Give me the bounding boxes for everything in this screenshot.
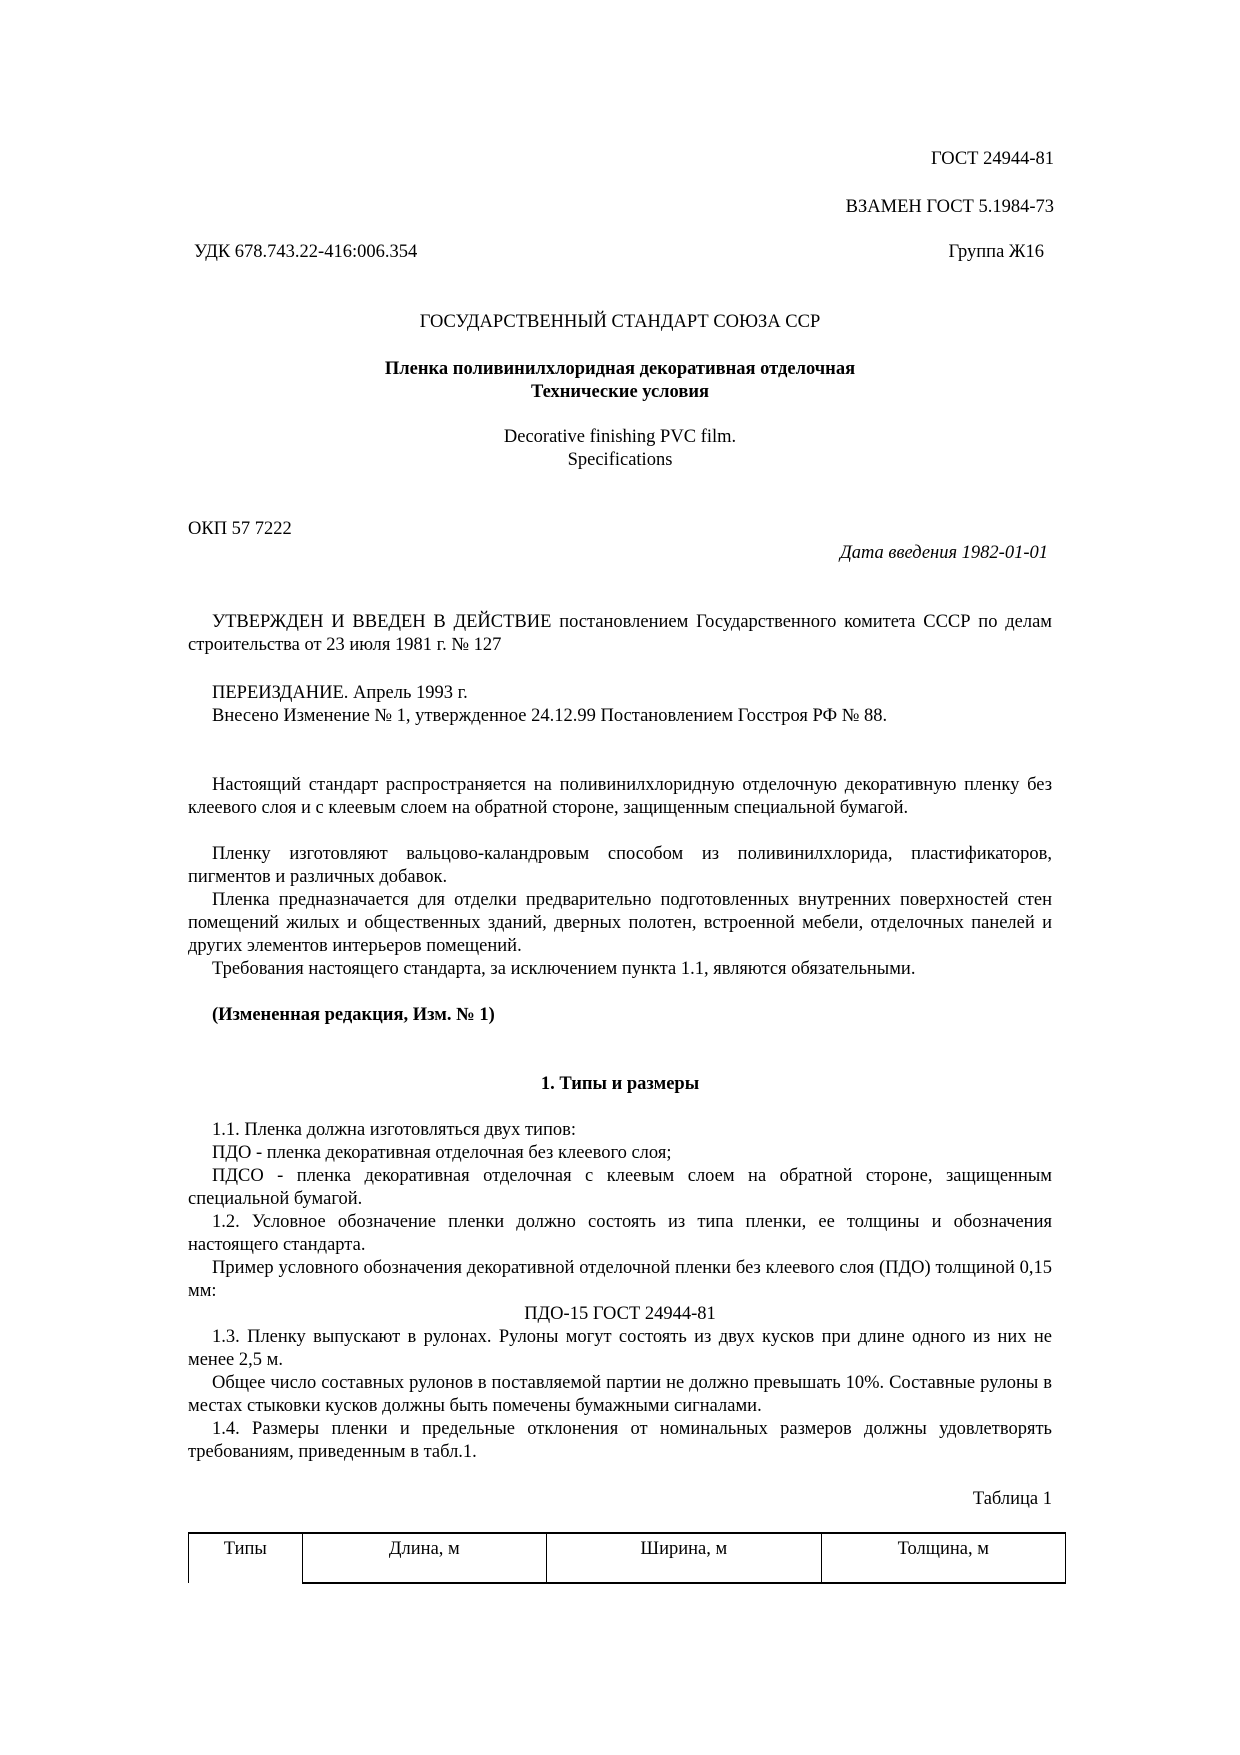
scope-paragraph: Требования настоящего стандарта, за исключением пункта 1.1, являются обязательными. (212, 959, 916, 979)
designation-code: ПДО-15 ГОСТ 24944-81 (524, 1304, 716, 1324)
standard-title: ГОСУДАРСТВЕННЫЙ СТАНДАРТ СОЮЗА ССР (419, 312, 821, 332)
clause-1-2: 1.2. Условное обозначение пленки должно состоять из типа пленки, ее толщины и обозначения настоящего стандарта. (188, 1212, 1052, 1255)
introduction-date: Дата введения 1982-01-01 (839, 543, 1048, 563)
table-header-cell: Длина, м (302, 1533, 546, 1583)
table-header-row (189, 1533, 1066, 1583)
composite-rolls: Общее число составных рулонов в поставляемой партии не должно превышать 10%. Составные рулоны в местах стыковки кусков должны быть помечены бумажными сигналами. (188, 1373, 1052, 1416)
table-header-cell: Толщина, м (821, 1533, 1065, 1583)
type-pdo: ПДО - пленка декоративная отделочная без клеевого слоя; (212, 1143, 672, 1163)
table-header-cell: Ширина, м (547, 1533, 822, 1583)
group-code: Группа Ж16 (948, 242, 1044, 262)
amendment-line: Внесено Изменение № 1, утвержденное 24.12.99 Постановлением Госстроя РФ № 88. (212, 706, 888, 726)
section-heading: 1. Типы и размеры (540, 1074, 700, 1094)
scope-paragraph: Настоящий стандарт распространяется на поливинилхлоридную отделочную декоративную пленку без клеевого слоя и с клеевым слоем на обратной стороне, защищенным специальной бумагой. (188, 775, 1052, 818)
designation-example: Пример условного обозначения декоративной отделочной пленки без клеевого слоя (ПДО) толщиной 0,15 мм: (188, 1258, 1052, 1301)
scope-paragraph: Пленка предназначается для отделки предварительно подготовленных внутренних поверхностей стен помещений жилых и общественных зданий, дверных полотен, встроенной мебели, отделочных панелей и других элементов интерьеров помещений. (188, 890, 1052, 956)
clause-1-4: 1.4. Размеры пленки и предельные отклонения от номинальных размеров должны удовлетворять требованиям, приведенным в табл.1. (188, 1419, 1052, 1462)
revision-note: (Измененная редакция, Изм. № 1) (212, 1005, 495, 1025)
scope-paragraph: Пленку изготовляют вальцово-каландровым способом из поливинилхлорида, пластификаторов, пигментов и различных добавок. (188, 844, 1052, 887)
title-ru-line2: Технические условия (531, 382, 709, 402)
approval-paragraph: УТВЕРЖДЕН И ВВЕДЕН В ДЕЙСТВИЕ постановлением Государственного комитета СССР по делам строительства от 23 июля 1981 г. № 127 (188, 612, 1052, 655)
table-caption: Таблица 1 (972, 1489, 1052, 1509)
title-en-line1: Decorative finishing PVC film. (503, 427, 737, 447)
table-header-cell: Типы (189, 1533, 303, 1583)
clause-1-1: 1.1. Пленка должна изготовляться двух типов: (212, 1120, 576, 1140)
dimensions-table (188, 1532, 1066, 1584)
title-en-line2: Specifications (567, 450, 673, 470)
title-ru-line1: Пленка поливинилхлоридная декоративная отделочная (384, 359, 856, 379)
okp-code: ОКП 57 7222 (188, 519, 292, 539)
reissue-line: ПЕРЕИЗДАНИЕ. Апрель 1993 г. (212, 683, 468, 703)
gost-number: ГОСТ 24944-81 (931, 149, 1054, 169)
replaces-gost: ВЗАМЕН ГОСТ 5.1984-73 (845, 197, 1054, 217)
type-pdso: ПДСО - пленка декоративная отделочная с клеевым слоем на обратной стороне, защищенным специальной бумагой. (188, 1166, 1052, 1209)
udk-code: УДК 678.743.22-416:006.354 (194, 242, 418, 262)
clause-1-3: 1.3. Пленку выпускают в рулонах. Рулоны могут состоять из двух кусков при длине одного из них не менее 2,5 м. (188, 1327, 1052, 1370)
